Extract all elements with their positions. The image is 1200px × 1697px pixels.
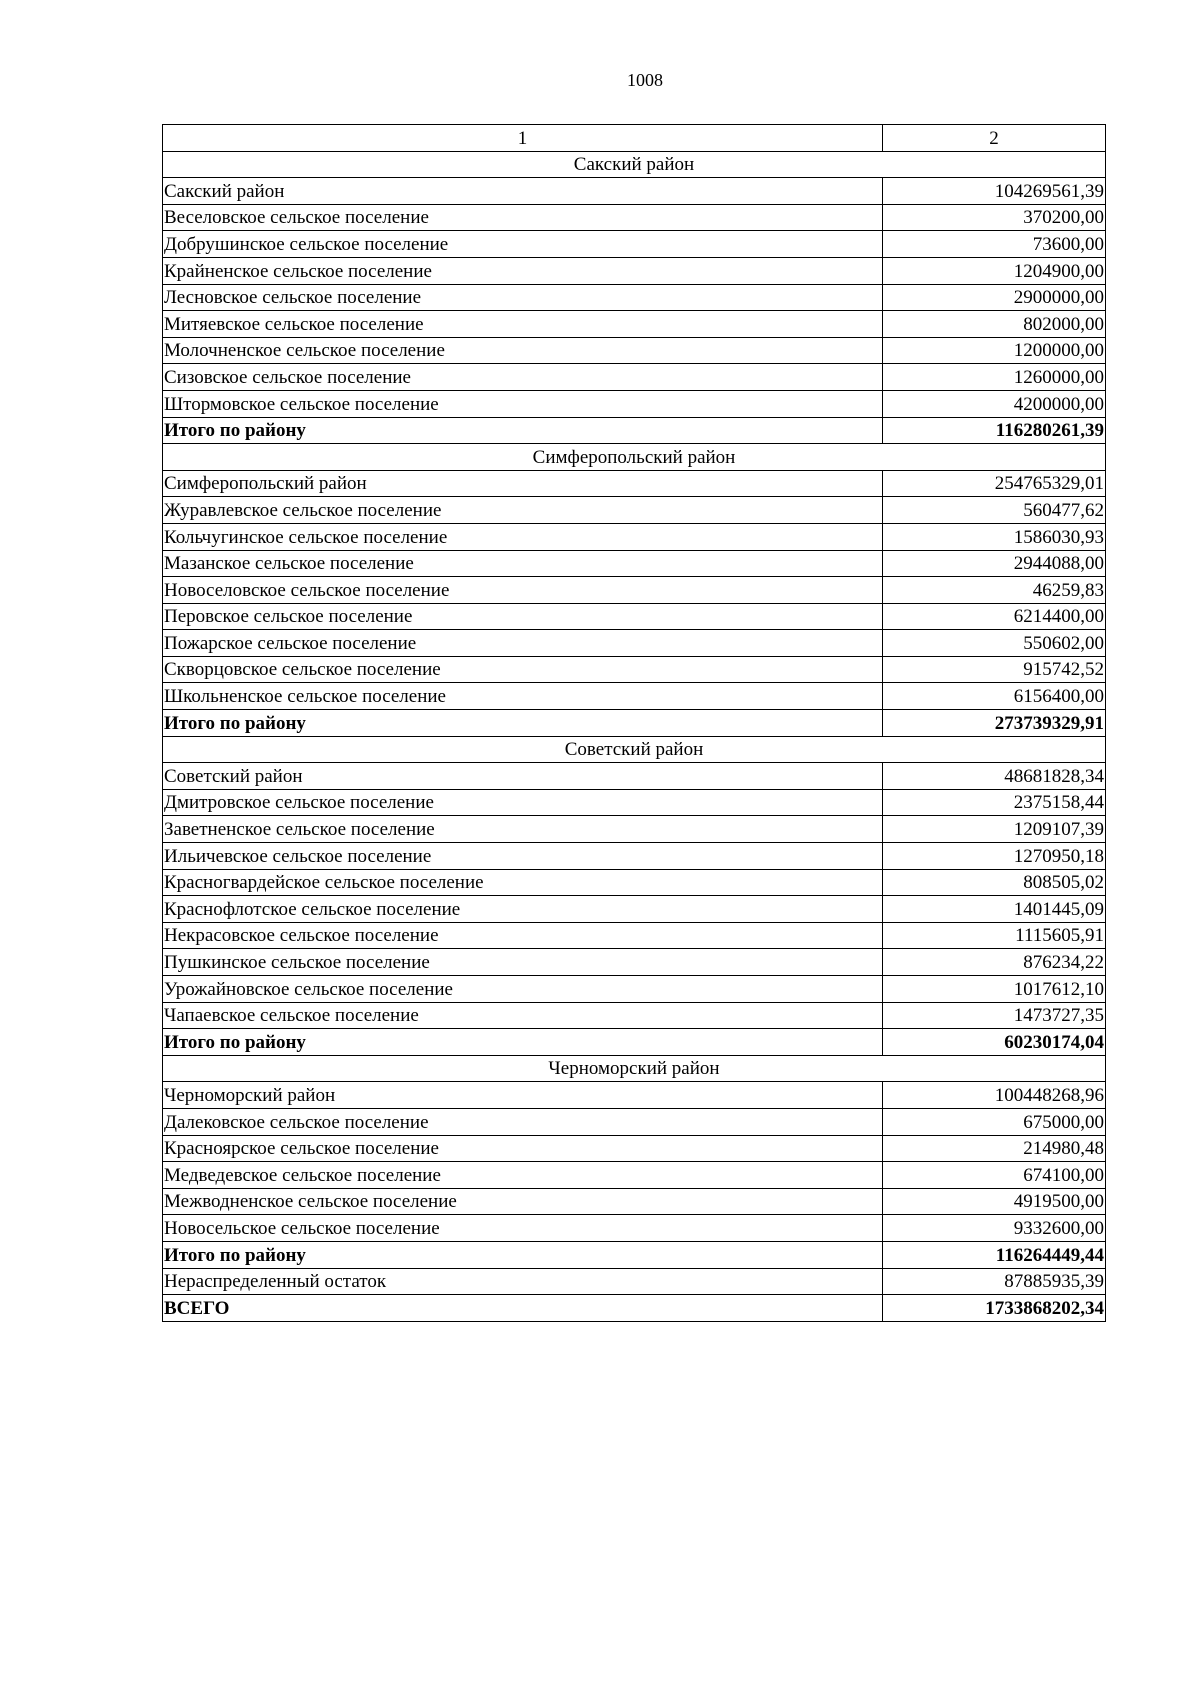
table-row (163, 603, 1106, 630)
district-total-row (163, 1029, 1106, 1056)
row-name: Пушкинское сельское поселение (163, 949, 883, 976)
row-value: 808505,02 (883, 869, 1106, 896)
unallocated-row (163, 1268, 1106, 1295)
row-name: Митяевское сельское поселение (163, 311, 883, 338)
row-value: 9332600,00 (883, 1215, 1106, 1242)
table-row (163, 364, 1106, 391)
row-name: Краснофлотское сельское поселение (163, 896, 883, 923)
row-name: Школьненское сельское поселение (163, 683, 883, 710)
table-row (163, 577, 1106, 604)
row-name: Новосельское сельское поселение (163, 1215, 883, 1242)
row-name: Журавлевское сельское поселение (163, 497, 883, 524)
table-row (163, 523, 1106, 550)
row-value: 104269561,39 (883, 178, 1106, 205)
budget-table (162, 124, 1106, 1322)
row-value: 48681828,34 (883, 763, 1106, 790)
district-total-value: 273739329,91 (883, 710, 1106, 737)
budget-table-body (163, 125, 1106, 1322)
district-heading: Советский район (163, 736, 1106, 763)
row-name: Веселовское сельское поселение (163, 204, 883, 231)
table-row (163, 949, 1106, 976)
district-total-label: Итого по району (163, 1241, 883, 1268)
district-heading-row (163, 151, 1106, 178)
table-row (163, 656, 1106, 683)
unallocated-value: 87885935,39 (883, 1268, 1106, 1295)
table-row (163, 178, 1106, 205)
table-row (163, 922, 1106, 949)
district-heading-row (163, 736, 1106, 763)
district-total-row (163, 710, 1106, 737)
table-row (163, 231, 1106, 258)
table-row (163, 284, 1106, 311)
row-name: Скворцовское сельское поселение (163, 656, 883, 683)
row-name: Красноярское сельское поселение (163, 1135, 883, 1162)
row-value: 674100,00 (883, 1162, 1106, 1189)
table-row (163, 257, 1106, 284)
table-row (163, 497, 1106, 524)
row-name: Ильичевское сельское поселение (163, 843, 883, 870)
row-name: Крайненское сельское поселение (163, 257, 883, 284)
row-value: 46259,83 (883, 577, 1106, 604)
column-number-2: 2 (883, 125, 1106, 152)
row-value: 1115605,91 (883, 922, 1106, 949)
row-name: Штормовское сельское поселение (163, 390, 883, 417)
grand-total-value: 1733868202,34 (883, 1295, 1106, 1322)
row-value: 1209107,39 (883, 816, 1106, 843)
district-total-value: 116280261,39 (883, 417, 1106, 444)
table-row (163, 1215, 1106, 1242)
row-name: Лесновское сельское поселение (163, 284, 883, 311)
district-total-label: Итого по району (163, 1029, 883, 1056)
district-total-label: Итого по району (163, 417, 883, 444)
district-total-value: 60230174,04 (883, 1029, 1106, 1056)
row-value: 915742,52 (883, 656, 1106, 683)
row-name: Кольчугинское сельское поселение (163, 523, 883, 550)
row-name: Некрасовское сельское поселение (163, 922, 883, 949)
row-value: 370200,00 (883, 204, 1106, 231)
row-value: 802000,00 (883, 311, 1106, 338)
row-name: Медведевское сельское поселение (163, 1162, 883, 1189)
row-name: Заветненское сельское поселение (163, 816, 883, 843)
table-row (163, 1108, 1106, 1135)
table-row (163, 630, 1106, 657)
table-row (163, 789, 1106, 816)
row-name: Новоселовское сельское поселение (163, 577, 883, 604)
row-value: 4200000,00 (883, 390, 1106, 417)
table-row (163, 816, 1106, 843)
row-value: 6156400,00 (883, 683, 1106, 710)
row-name: Черноморский район (163, 1082, 883, 1109)
district-total-value: 116264449,44 (883, 1241, 1106, 1268)
row-value: 214980,48 (883, 1135, 1106, 1162)
row-value: 2944088,00 (883, 550, 1106, 577)
page-number: 1008 (627, 70, 663, 90)
row-value: 2375158,44 (883, 789, 1106, 816)
row-name: Мазанское сельское поселение (163, 550, 883, 577)
row-value: 100448268,96 (883, 1082, 1106, 1109)
row-name: Чапаевское сельское поселение (163, 1002, 883, 1029)
row-value: 2900000,00 (883, 284, 1106, 311)
row-name: Советский район (163, 763, 883, 790)
row-name: Молочненское сельское поселение (163, 337, 883, 364)
row-value: 1401445,09 (883, 896, 1106, 923)
table-row (163, 390, 1106, 417)
district-heading-row (163, 1055, 1106, 1082)
table-row (163, 311, 1106, 338)
row-name: Красногвардейское сельское поселение (163, 869, 883, 896)
grand-total-label: ВСЕГО (163, 1295, 883, 1322)
table-row (163, 763, 1106, 790)
table-row (163, 843, 1106, 870)
table-row (163, 896, 1106, 923)
row-value: 560477,62 (883, 497, 1106, 524)
table-row (163, 337, 1106, 364)
row-value: 1017612,10 (883, 976, 1106, 1003)
row-value: 73600,00 (883, 231, 1106, 258)
district-heading: Черноморский район (163, 1055, 1106, 1082)
row-name: Сакский район (163, 178, 883, 205)
row-value: 1473727,35 (883, 1002, 1106, 1029)
table-row (163, 204, 1106, 231)
unallocated-label: Нераспределенный остаток (163, 1268, 883, 1295)
table-row (163, 1162, 1106, 1189)
row-value: 1204900,00 (883, 257, 1106, 284)
row-value: 550602,00 (883, 630, 1106, 657)
row-value: 1270950,18 (883, 843, 1106, 870)
row-value: 6214400,00 (883, 603, 1106, 630)
table-row (163, 470, 1106, 497)
row-value: 4919500,00 (883, 1188, 1106, 1215)
table-row (163, 1188, 1106, 1215)
table-row (163, 869, 1106, 896)
row-value: 1260000,00 (883, 364, 1106, 391)
row-value: 876234,22 (883, 949, 1106, 976)
row-value: 675000,00 (883, 1108, 1106, 1135)
column-number-row (163, 125, 1106, 152)
table-row (163, 976, 1106, 1003)
row-name: Пожарское сельское поселение (163, 630, 883, 657)
row-name: Сизовское сельское поселение (163, 364, 883, 391)
district-total-label: Итого по району (163, 710, 883, 737)
row-name: Межводненское сельское поселение (163, 1188, 883, 1215)
table-row (163, 1135, 1106, 1162)
row-value: 1200000,00 (883, 337, 1106, 364)
district-total-row (163, 1241, 1106, 1268)
district-heading-row (163, 444, 1106, 471)
grand-total-row (163, 1295, 1106, 1322)
district-heading: Сакский район (163, 151, 1106, 178)
table-row (163, 550, 1106, 577)
table-row (163, 683, 1106, 710)
district-total-row (163, 417, 1106, 444)
row-name: Дмитровское сельское поселение (163, 789, 883, 816)
column-number-1: 1 (163, 125, 883, 152)
row-value: 254765329,01 (883, 470, 1106, 497)
row-name: Перовское сельское поселение (163, 603, 883, 630)
district-heading: Симферопольский район (163, 444, 1106, 471)
table-row (163, 1082, 1106, 1109)
row-name: Урожайновское сельское поселение (163, 976, 883, 1003)
row-value: 1586030,93 (883, 523, 1106, 550)
row-name: Далековское сельское поселение (163, 1108, 883, 1135)
row-name: Симферопольский район (163, 470, 883, 497)
row-name: Добрушинское сельское поселение (163, 231, 883, 258)
table-row (163, 1002, 1106, 1029)
